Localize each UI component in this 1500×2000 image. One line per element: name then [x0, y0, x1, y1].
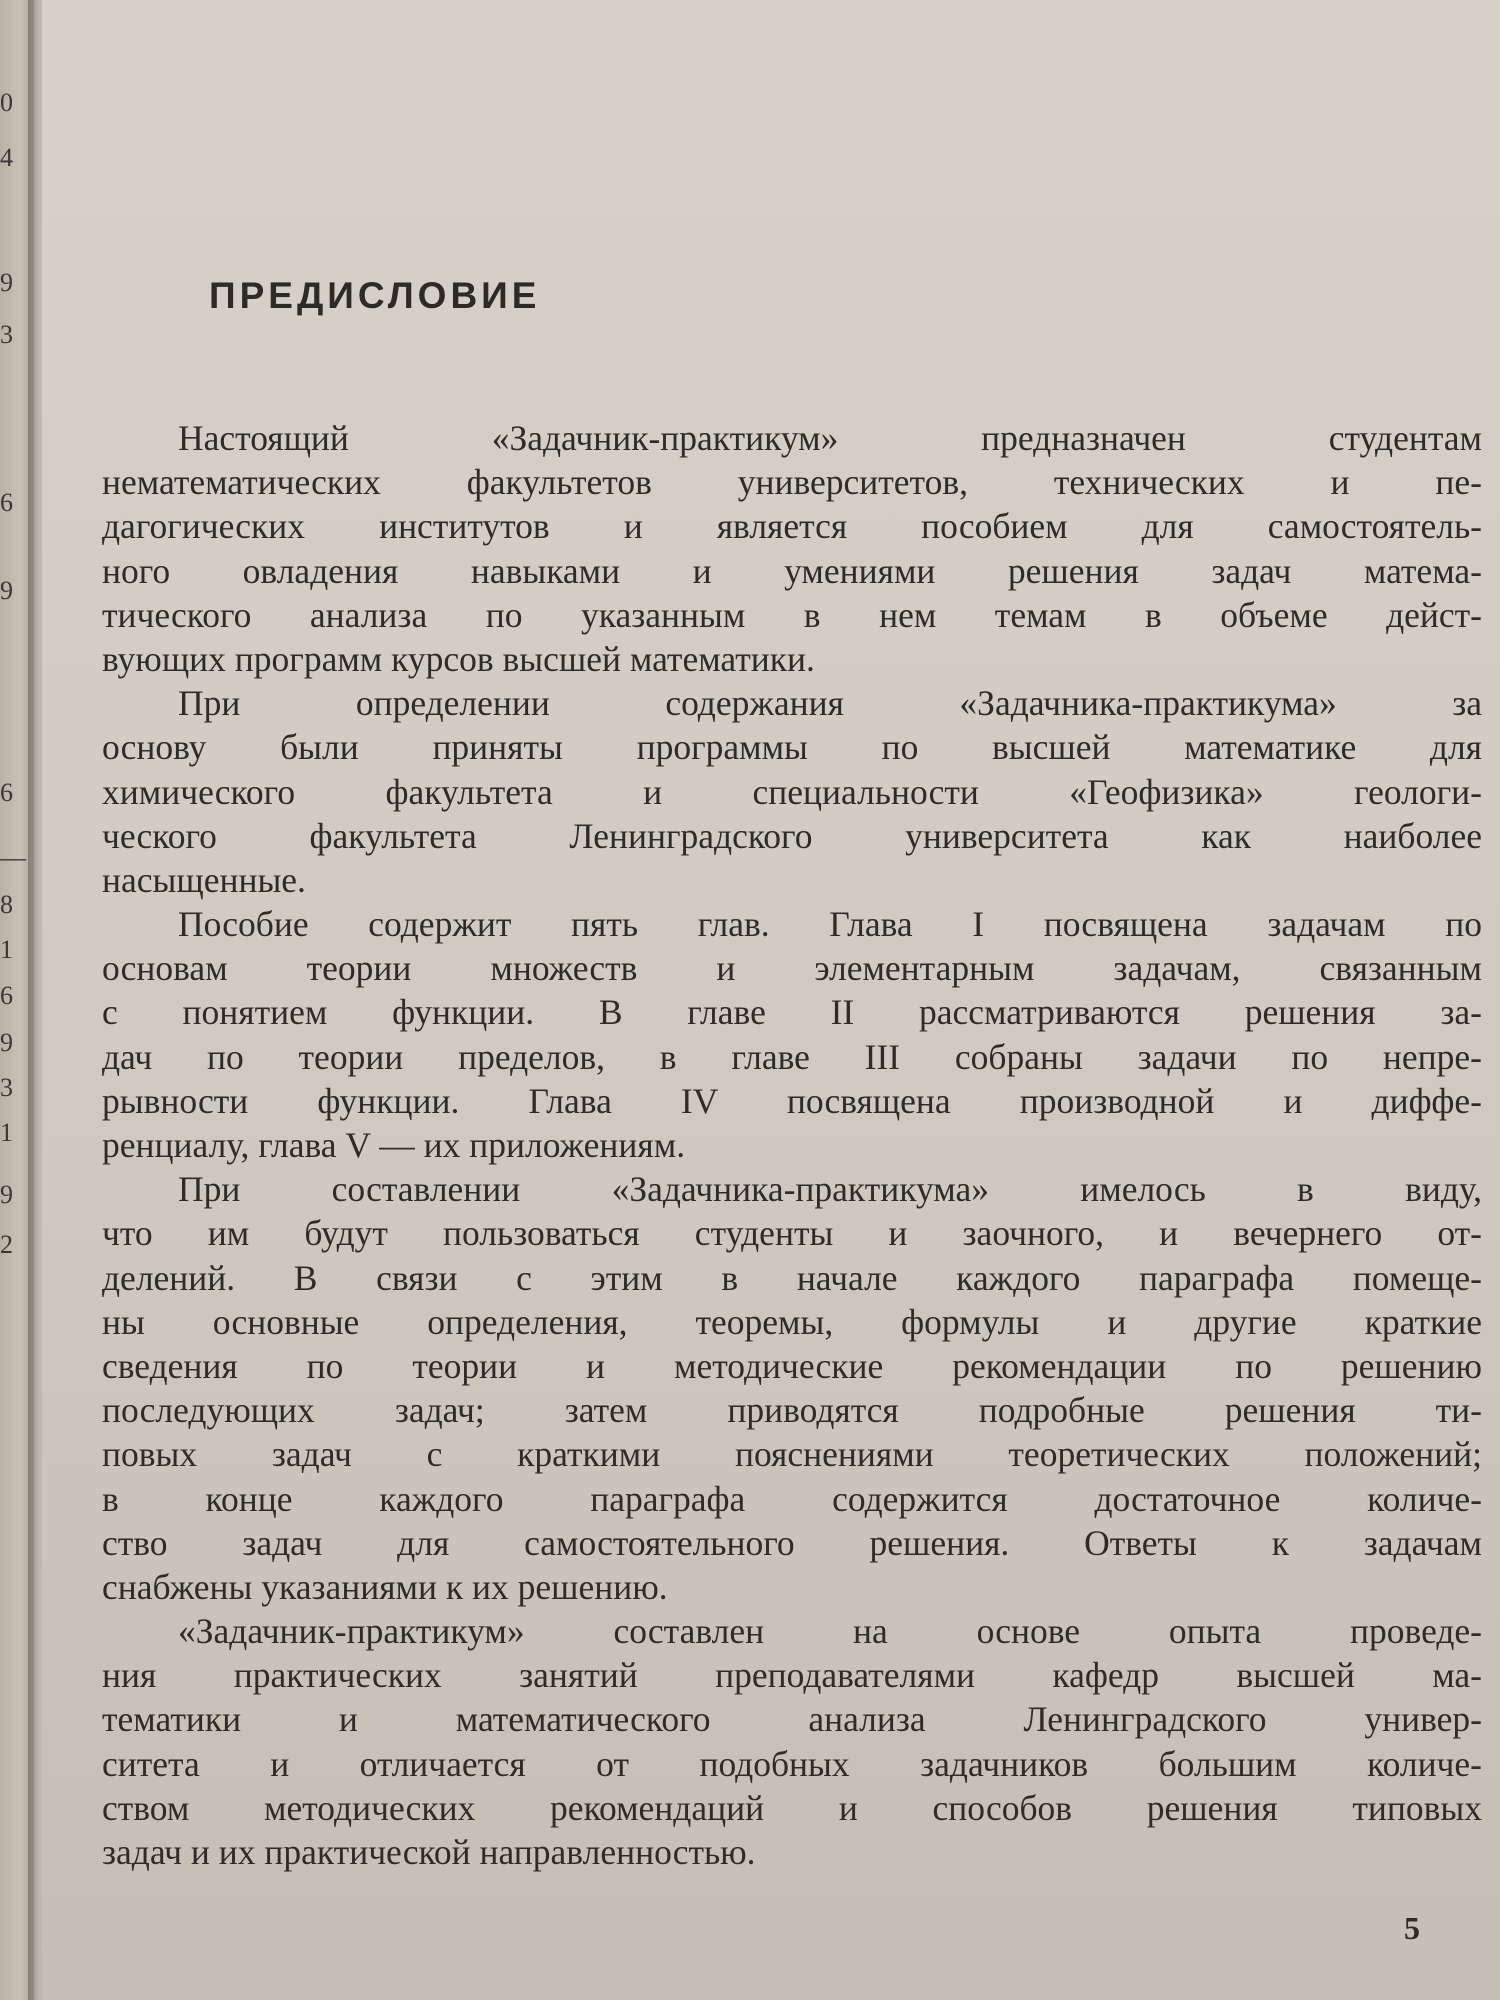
text-line: ческого факультета Ленинградского университета как наиболее: [102, 815, 1482, 856]
text-line: При составлении «Задачника-практикума» имелось в виду,: [178, 1169, 1482, 1210]
text-line: рывности функции. Глава IV посвящена производной и диффе-: [102, 1080, 1482, 1121]
text-line: снабжены указаниями к их решению.: [102, 1566, 668, 1607]
text-line: ство задач для самостоятельного решения. Ответы к задачам: [102, 1522, 1482, 1563]
text-line: в конце каждого параграфа содержится достаточное количе-: [102, 1478, 1482, 1519]
text-line: с понятием функции. В главе II рассматриваются решения за-: [102, 992, 1482, 1033]
margin-number: 6: [0, 981, 13, 1010]
text-line: Настоящий «Задачник-практикум» предназначен студентам: [178, 418, 1482, 458]
text-line: ренциалу, глава V — их приложениям.: [102, 1125, 686, 1165]
text-line: основам теории множеств и элементарным задачам, связанным: [102, 948, 1482, 989]
margin-number: 9: [0, 1028, 13, 1057]
book-page: [42, 0, 1500, 2000]
text-line: последующих задач; затем приводятся подробные решения ти-: [102, 1390, 1482, 1431]
text-line: химического факультета и специальности «Геофизика» геологи-: [102, 771, 1482, 812]
margin-number: 1: [0, 935, 13, 964]
margin-number: 9: [0, 576, 13, 605]
text-line: ного овладения навыками и умениями решения задач матема-: [102, 550, 1482, 591]
text-line: насыщенные.: [102, 859, 306, 900]
text-line: вующих программ курсов высшей математики.: [102, 638, 815, 679]
text-line: задач и их практической направленностью.: [102, 1832, 756, 1872]
paragraph: [102, 416, 1482, 681]
margin-number: 4: [0, 143, 13, 172]
paragraph: [102, 681, 1482, 902]
text-line: ством методических рекомендаций и способов решения типовых: [102, 1787, 1482, 1828]
text-line: Пособие содержит пять глав. Глава I посвящена задачам по: [178, 904, 1482, 945]
margin-number: 2: [0, 1230, 13, 1259]
text-line: ситета и отличается от подобных задачников большим количе-: [102, 1743, 1482, 1784]
margin-number: 1: [0, 1118, 13, 1147]
margin-number: 3: [0, 320, 13, 349]
page-number: 5: [1404, 1910, 1420, 1946]
margin-number: 8: [0, 890, 13, 919]
paragraph: [102, 902, 1482, 1167]
margin-number: —: [0, 843, 26, 872]
text-line: тематики и математического анализа Ленинградского универ-: [102, 1699, 1482, 1740]
text-line: При определении содержания «Задачника-практикума» за: [178, 683, 1482, 724]
margin-number: 6: [0, 488, 13, 517]
margin-number: 3: [0, 1073, 13, 1102]
paragraph: [102, 1609, 1482, 1874]
text-line: ны основные определения, теоремы, формулы и другие краткие: [102, 1301, 1482, 1342]
text-line: основу были приняты программы по высшей математике для: [102, 727, 1482, 768]
text-line: нематематических факультетов университетов, технических и пе-: [102, 462, 1482, 503]
text-line: дач по теории пределов, в главе III собраны задачи по непре-: [102, 1036, 1482, 1077]
margin-number: 9: [0, 268, 13, 297]
text-line: дагогических институтов и является пособием для самостоятель-: [102, 506, 1482, 547]
page-heading: ПРЕДИСЛОВИЕ: [209, 275, 541, 316]
margin-number: 0: [0, 88, 13, 117]
preface-body: [102, 416, 1482, 1874]
margin-number: 6: [0, 778, 13, 807]
text-line: что им будут пользоваться студенты и заочного, и вечернего от-: [102, 1213, 1482, 1254]
margin-number: 9: [0, 1180, 13, 1209]
text-line: сведения по теории и методические рекомендации по решению: [102, 1345, 1482, 1386]
text-line: «Задачник-практикум» составлен на основе опыта проведе-: [178, 1611, 1482, 1652]
text-line: повых задач с краткими пояснениями теоретических положений;: [102, 1434, 1482, 1475]
text-line: делений. В связи с этим в начале каждого параграфа помеще-: [102, 1257, 1482, 1298]
text-line: ния практических занятий преподавателями кафедр высшей ма-: [102, 1655, 1482, 1696]
paragraph: [102, 1167, 1482, 1609]
text-line: тического анализа по указанным в нем темам в объеме дейст-: [102, 594, 1482, 635]
